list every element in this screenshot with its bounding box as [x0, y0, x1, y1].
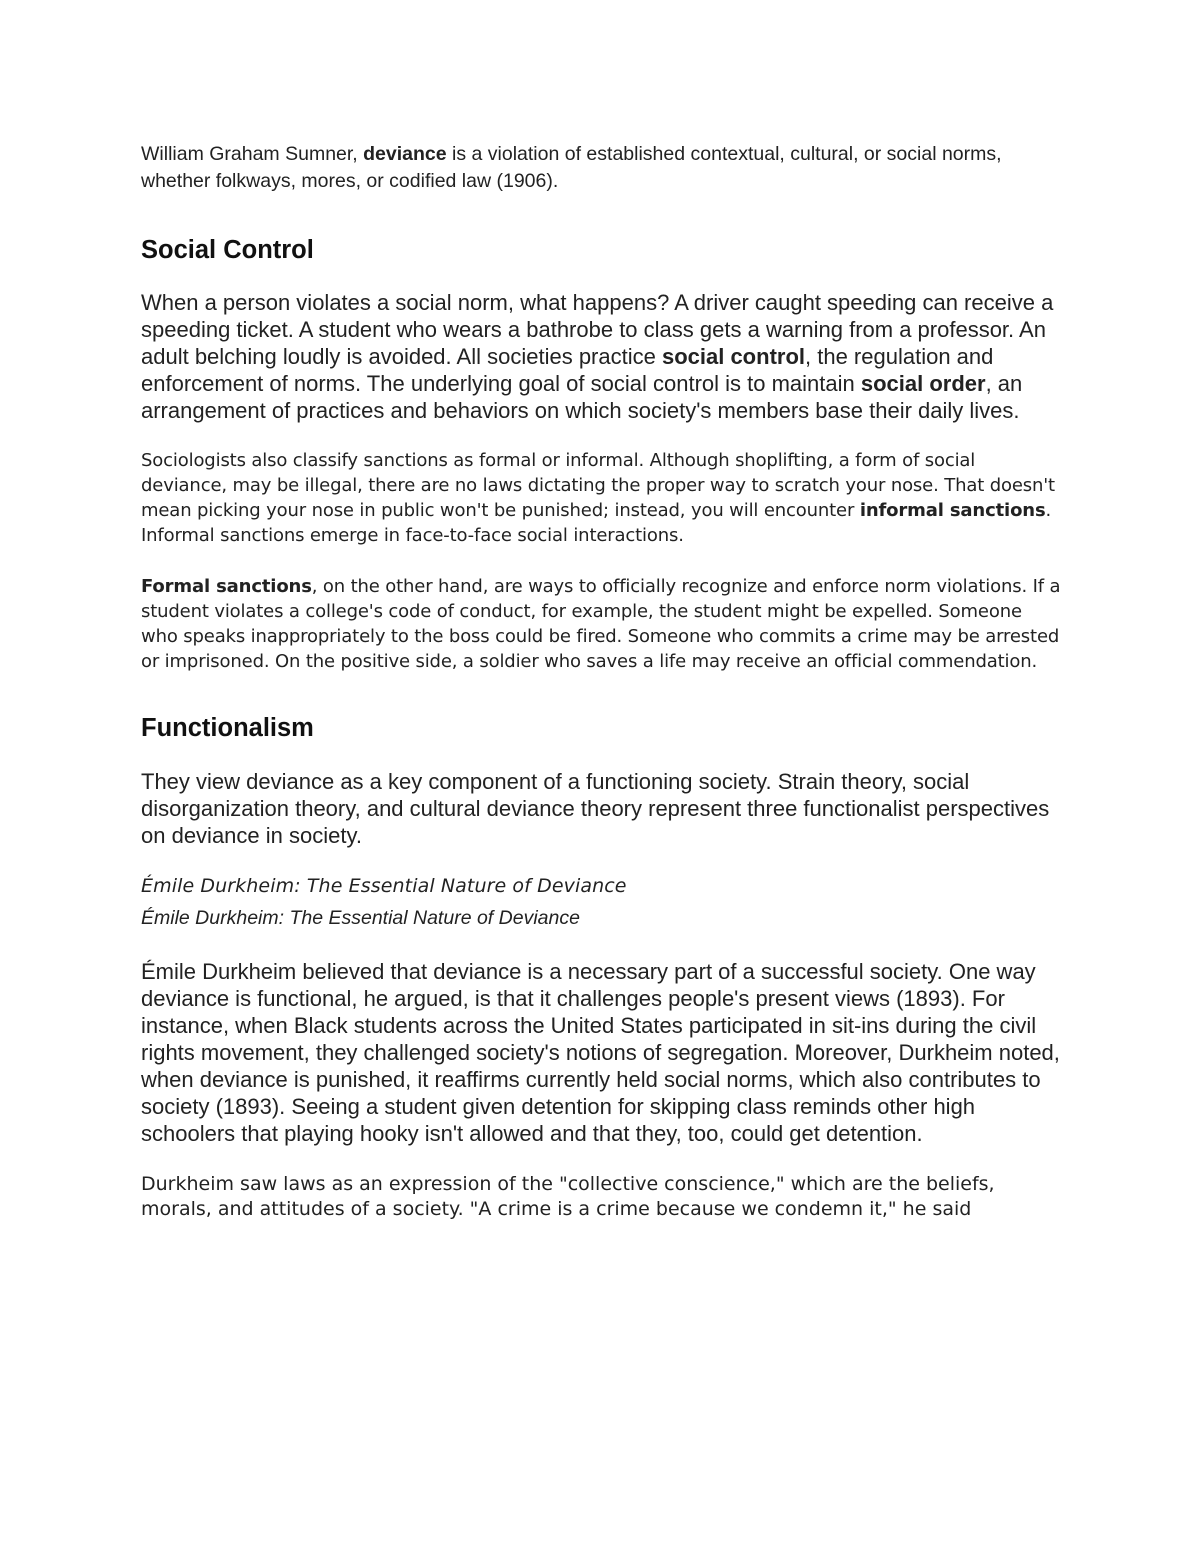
intro-text-after: is a violation of established contextual, cultural, or social norms, whether folkways, mores, or codified law (1906).: [141, 143, 1002, 192]
functionalism-paragraph-3: Durkheim saw laws as an expression of the "collective conscience," which are the beliefs, morals, and attitudes of a society. "A crime is a crime because we condemn it," he said: [141, 1173, 995, 1220]
social-control-paragraph-2: [141, 448, 1061, 548]
text-segment: , the regulation and enforcement of norms. The underlying goal of social control is to maintain: [141, 344, 994, 396]
social-control-paragraph-1: [141, 289, 1061, 424]
subheading-durkheim-1: Émile Durkheim: The Essential Nature of Deviance: [141, 875, 627, 897]
subheading-durkheim-2: Émile Durkheim: The Essential Nature of Deviance: [141, 907, 580, 929]
text-segment: , on the other hand, are ways to officially recognize and enforce norm violations. If a student violates a college's code of conduct, for example, the student might be expelled. Someone who speaks inappropriately to the boss could be fired. Someone who commits a crime may be arrested or imprisoned. On the positive side, a soldier who saves a life may receive an official commendation.: [141, 576, 1061, 672]
term-social-control: social control: [661, 344, 806, 369]
document-page: [141, 141, 1061, 1222]
term-informal-sanctions: informal sanctions: [859, 500, 1046, 521]
intro-text-before: William Graham Sumner,: [141, 143, 364, 165]
functionalism-paragraph-1: They view deviance as a key component of a functioning society. Strain theory, social disorganization theory, and cultural deviance theory represent three functionalist perspectives on deviance in society.: [141, 769, 1050, 848]
functionalism-paragraph-2: Émile Durkheim believed that deviance is a necessary part of a successful society. One way deviance is functional, he argued, is that it challenges people's present views (1893). For instance, when Black students across the United States participated in sit-ins during the civil rights movement, they challenged society's notions of segregation. Moreover, Durkheim noted, when deviance is punished, it reaffirms currently held social norms, which also contributes to society (1893). Seeing a student given detention for skipping class reminds other high schoolers that playing hooky isn't allowed and that they, too, could get detention.: [141, 959, 1060, 1146]
term-social-order: social order: [860, 371, 986, 396]
heading-social-control: Social Control: [141, 236, 314, 264]
heading-functionalism: Functionalism: [141, 714, 314, 742]
social-control-paragraph-3: [141, 574, 1061, 674]
text-segment: Sociologists also classify sanctions as formal or informal. Although shoplifting, a form of social deviance, may be illegal, there are no laws dictating the proper way to scratch your nose. That doesn't mean picking your nose in public won't be punished; instead, you will encounter: [141, 450, 1055, 521]
term-formal-sanctions: Formal sanctions: [141, 576, 312, 597]
text-segment: , an arrangement of practices and behaviors on which society's members base their daily lives.: [141, 371, 1023, 423]
text-segment: When a person violates a social norm, what happens? A driver caught speeding can receive a speeding ticket. A student who wears a bathrobe to class gets a warning from a professor. An adult belching loudly is avoided. All societies practice: [141, 290, 1054, 369]
intro-paragraph: [141, 141, 1061, 195]
term-deviance: deviance: [363, 143, 447, 165]
text-segment: . Informal sanctions emerge in face-to-face social interactions.: [141, 500, 1052, 546]
